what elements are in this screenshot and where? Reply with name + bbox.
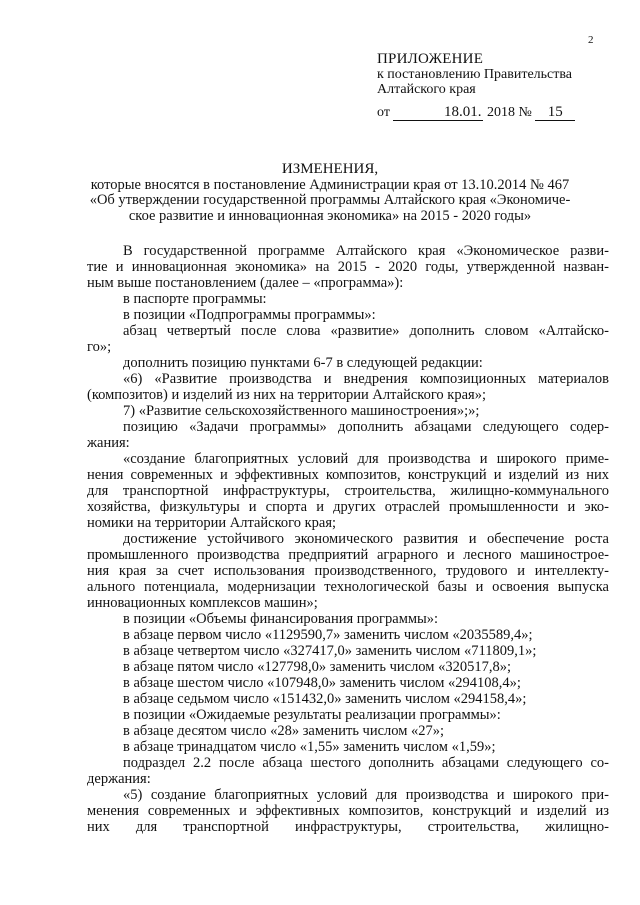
text-line: «5) создание благоприятных условий для производства и широкого при- (123, 787, 609, 803)
year-text: 2018 № (486, 105, 532, 120)
text-line: нения современных и эффективных композитов, конструкций и изделий из них (87, 467, 609, 483)
date-prefix: от (377, 105, 390, 120)
text-line: в абзаце шестом число «107948,0» заменить числом «294108,4»; (123, 675, 521, 691)
document-body (87, 243, 609, 835)
text-line: ального потенциала, модернизации технологической базы и освоения выпуска (87, 579, 609, 595)
text-line: в позиции «Подпрограммы программы»: (123, 307, 376, 323)
text-line: в абзаце тринадцатом число «1,55» заменить числом «1,59»; (123, 739, 496, 755)
text-line: «6) «Развитие производства и внедрения композиционных материалов (123, 371, 609, 387)
text-line: в паспорте программы: (123, 291, 267, 307)
appendix-date-line (377, 105, 575, 121)
text-line: хозяйства, физкультуры и спорта и других отраслей промышленности и эко- (87, 499, 609, 515)
text-line: в абзаце десятом число «28» заменить числом «27»; (123, 723, 445, 739)
text-line: держания: (87, 771, 151, 787)
text-line: В государственной программе Алтайского края «Экономическое разви- (123, 243, 609, 259)
page-number: 2 (588, 34, 594, 46)
text-line: ния края за счет использования производственного, трудового и интеллекту- (87, 563, 609, 579)
text-line: в абзаце седьмом число «151432,0» заменить числом «294158,4»; (123, 691, 527, 707)
text-line: в абзаце четвертом число «327417,0» заменить числом «711809,1»; (123, 643, 537, 659)
text-line: абзац четвертый после слова «развитие» дополнить словом «Алтайско- (123, 323, 609, 339)
text-line: достижение устойчивого экономического развития и обеспечение роста (123, 531, 609, 547)
appendix-line-2: Алтайского края (377, 82, 476, 97)
text-line: дополнить позицию пунктами 6-7 в следующей редакции: (123, 355, 483, 371)
text-line: подраздел 2.2 после абзаца шестого дополнить абзацами следующего со- (123, 755, 609, 771)
heading-line: «Об утверждении государственной программы Алтайского края «Экономиче- (89, 192, 571, 208)
document-heading (60, 162, 600, 224)
text-line: тие и инновационная экономика» на 2015 - 2020 годы, утвержденной назван- (87, 259, 609, 275)
text-line: номики на территории Алтайского края; (87, 515, 337, 531)
text-line: ным выше постановлением (далее – «программа»): (87, 275, 404, 291)
text-line: 7) «Развитие сельскохозяйственного машиностроения»;»; (123, 403, 480, 419)
text-line: в позиции «Ожидаемые результаты реализации программы»: (123, 707, 501, 723)
text-line: них для транспортной инфраструктуры, строительства, жилищно- (87, 819, 609, 835)
text-line: жания: (87, 435, 130, 451)
text-line: (композитов) и изделий из них на территории Алтайского края»; (87, 387, 486, 403)
heading-title: ИЗМЕНЕНИЯ, (281, 161, 379, 177)
text-line: позицию «Задачи программы» дополнить абзацами следующего содер- (123, 419, 609, 435)
text-line: для транспортной инфраструктуры, строительства, жилищно-коммунального (87, 483, 609, 499)
text-line: «создание благоприятных условий для производства и широкого приме- (123, 451, 609, 467)
heading-line: ское развитие и инновационная экономика» на 2015 - 2020 годы» (128, 207, 532, 224)
number-value: 15 (535, 105, 575, 121)
date-value: 18.01. (393, 105, 483, 121)
heading-line: которые вносятся в постановление Администрации края от 13.10.2014 № 467 (90, 176, 570, 193)
text-line: в абзаце пятом число «127798,0» заменить числом «320517,8»; (123, 659, 511, 675)
text-line: го»; (87, 339, 112, 355)
text-line: инновационных комплексов машин»; (87, 595, 318, 611)
appendix-title: ПРИЛОЖЕНИЕ (377, 51, 484, 67)
appendix-line-1: к постановлению Правительства (377, 67, 573, 82)
appendix-block (377, 52, 575, 121)
text-line: менения современных и эффективных композитов, конструкций и изделий из (87, 803, 609, 819)
text-line: в позиции «Объемы финансирования программы»: (123, 611, 439, 627)
text-line: в абзаце первом число «1129590,7» заменить числом «2035589,4»; (123, 627, 533, 643)
text-line: промышленного производства предприятий аграрного и лесного машинострое- (87, 547, 609, 563)
